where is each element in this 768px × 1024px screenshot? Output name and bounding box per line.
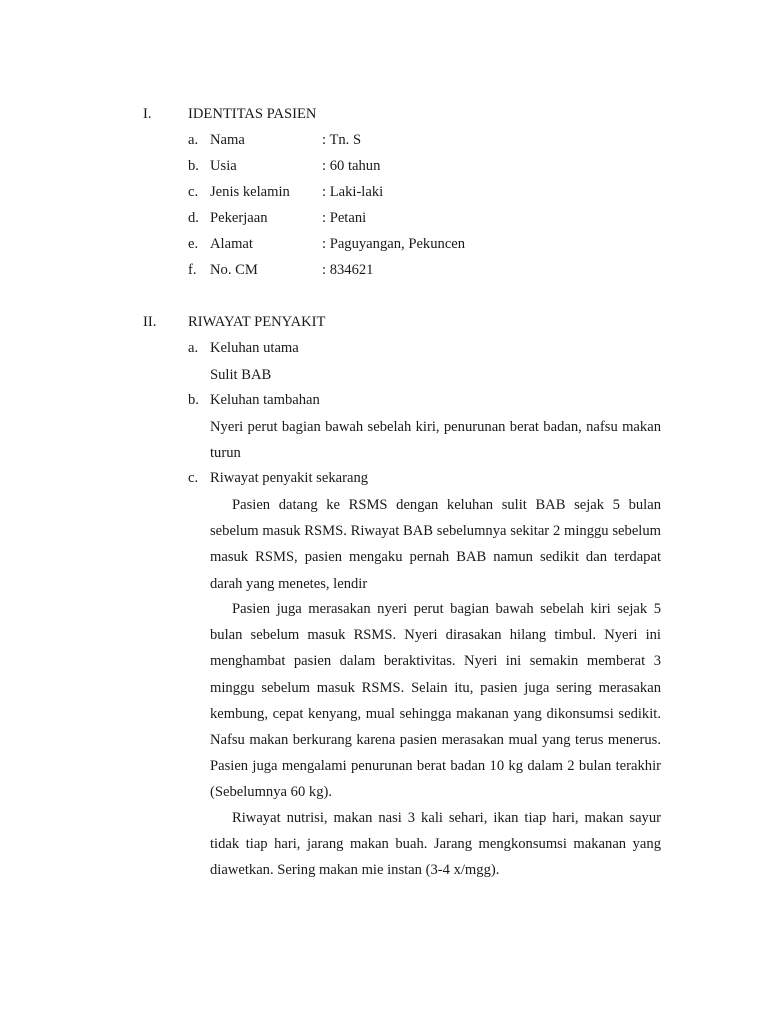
field-alamat (188, 236, 668, 258)
item-letter: c. (188, 470, 199, 486)
field-value: : Laki-laki (322, 184, 384, 200)
item-letter: b. (188, 392, 199, 408)
paragraph-3: Riwayat nutrisi, makan nasi 3 kali sehari, ikan tiap hari, makan sayur tidak tiap hari, jarang makan buah. Jarang mengkonsumsi makanan yang diawetkan. Sering makan mie instan (3-4 x/mgg). (210, 810, 661, 879)
keluhan-utama-text: Sulit BAB (210, 367, 272, 383)
field-label: Pekerjaan (210, 210, 268, 226)
field-letter: f. (188, 262, 197, 278)
item-label: Keluhan tambahan (210, 392, 320, 408)
field-letter: a. (188, 132, 199, 148)
item-label: Riwayat penyakit sekarang (210, 470, 369, 486)
field-usia (188, 158, 668, 180)
item-label: Keluhan utama (210, 340, 299, 356)
field-label: Usia (210, 158, 237, 174)
field-letter: c. (188, 184, 199, 200)
field-jenis-kelamin (188, 184, 668, 206)
item-letter: a. (188, 340, 199, 356)
field-value: : 60 tahun (322, 158, 381, 174)
field-nama (188, 132, 668, 154)
section-2-number: II. (143, 314, 157, 330)
field-label: Nama (210, 132, 245, 148)
field-letter: d. (188, 210, 199, 226)
field-value: : 834621 (322, 262, 374, 278)
field-value: : Petani (322, 210, 367, 226)
field-no-cm (188, 262, 668, 284)
field-label: Jenis kelamin (210, 184, 290, 200)
field-label: Alamat (210, 236, 253, 252)
field-letter: e. (188, 236, 199, 252)
field-value: : Paguyangan, Pekuncen (322, 236, 466, 252)
field-pekerjaan (188, 210, 668, 232)
section-1-title: IDENTITAS PASIEN (188, 106, 317, 122)
field-label: No. CM (210, 262, 258, 278)
field-letter: b. (188, 158, 199, 174)
paragraph-1: Pasien datang ke RSMS dengan keluhan sulit BAB sejak 5 bulan sebelum masuk RSMS. Riwayat BAB sebelumnya sekitar 2 minggu sebelum masuk RSMS, pasien mengaku pernah BAB namun sedikit dan terdapat darah yang menetes, lendir (210, 497, 661, 592)
section-1-number: I. (143, 106, 152, 122)
field-value: : Tn. S (322, 132, 362, 148)
keluhan-tambahan-text: Nyeri perut bagian bawah sebelah kiri, penurunan berat badan, nafsu makan turun (210, 419, 661, 462)
section-2-title: RIWAYAT PENYAKIT (188, 314, 326, 330)
paragraph-2: Pasien juga merasakan nyeri perut bagian bawah sebelah kiri sejak 5 bulan sebelum masuk RSMS. Nyeri dirasakan hilang timbul. Nyeri ini menghambat pasien dalam beraktivitas. Nyeri ini semakin memberat 3 minggu sebelum masuk RSMS. Selain itu, pasien juga sering merasakan kembung, cepat kenyang, mual sehingga makanan yang dikonsumsi sedikit. Nafsu makan berkurang karena pasien merasakan mual yang terus menerus. Pasien juga mengalami penurunan berat badan 10 kg dalam 2 bulan terakhir (Sebelumnya 60 kg). (210, 601, 661, 801)
